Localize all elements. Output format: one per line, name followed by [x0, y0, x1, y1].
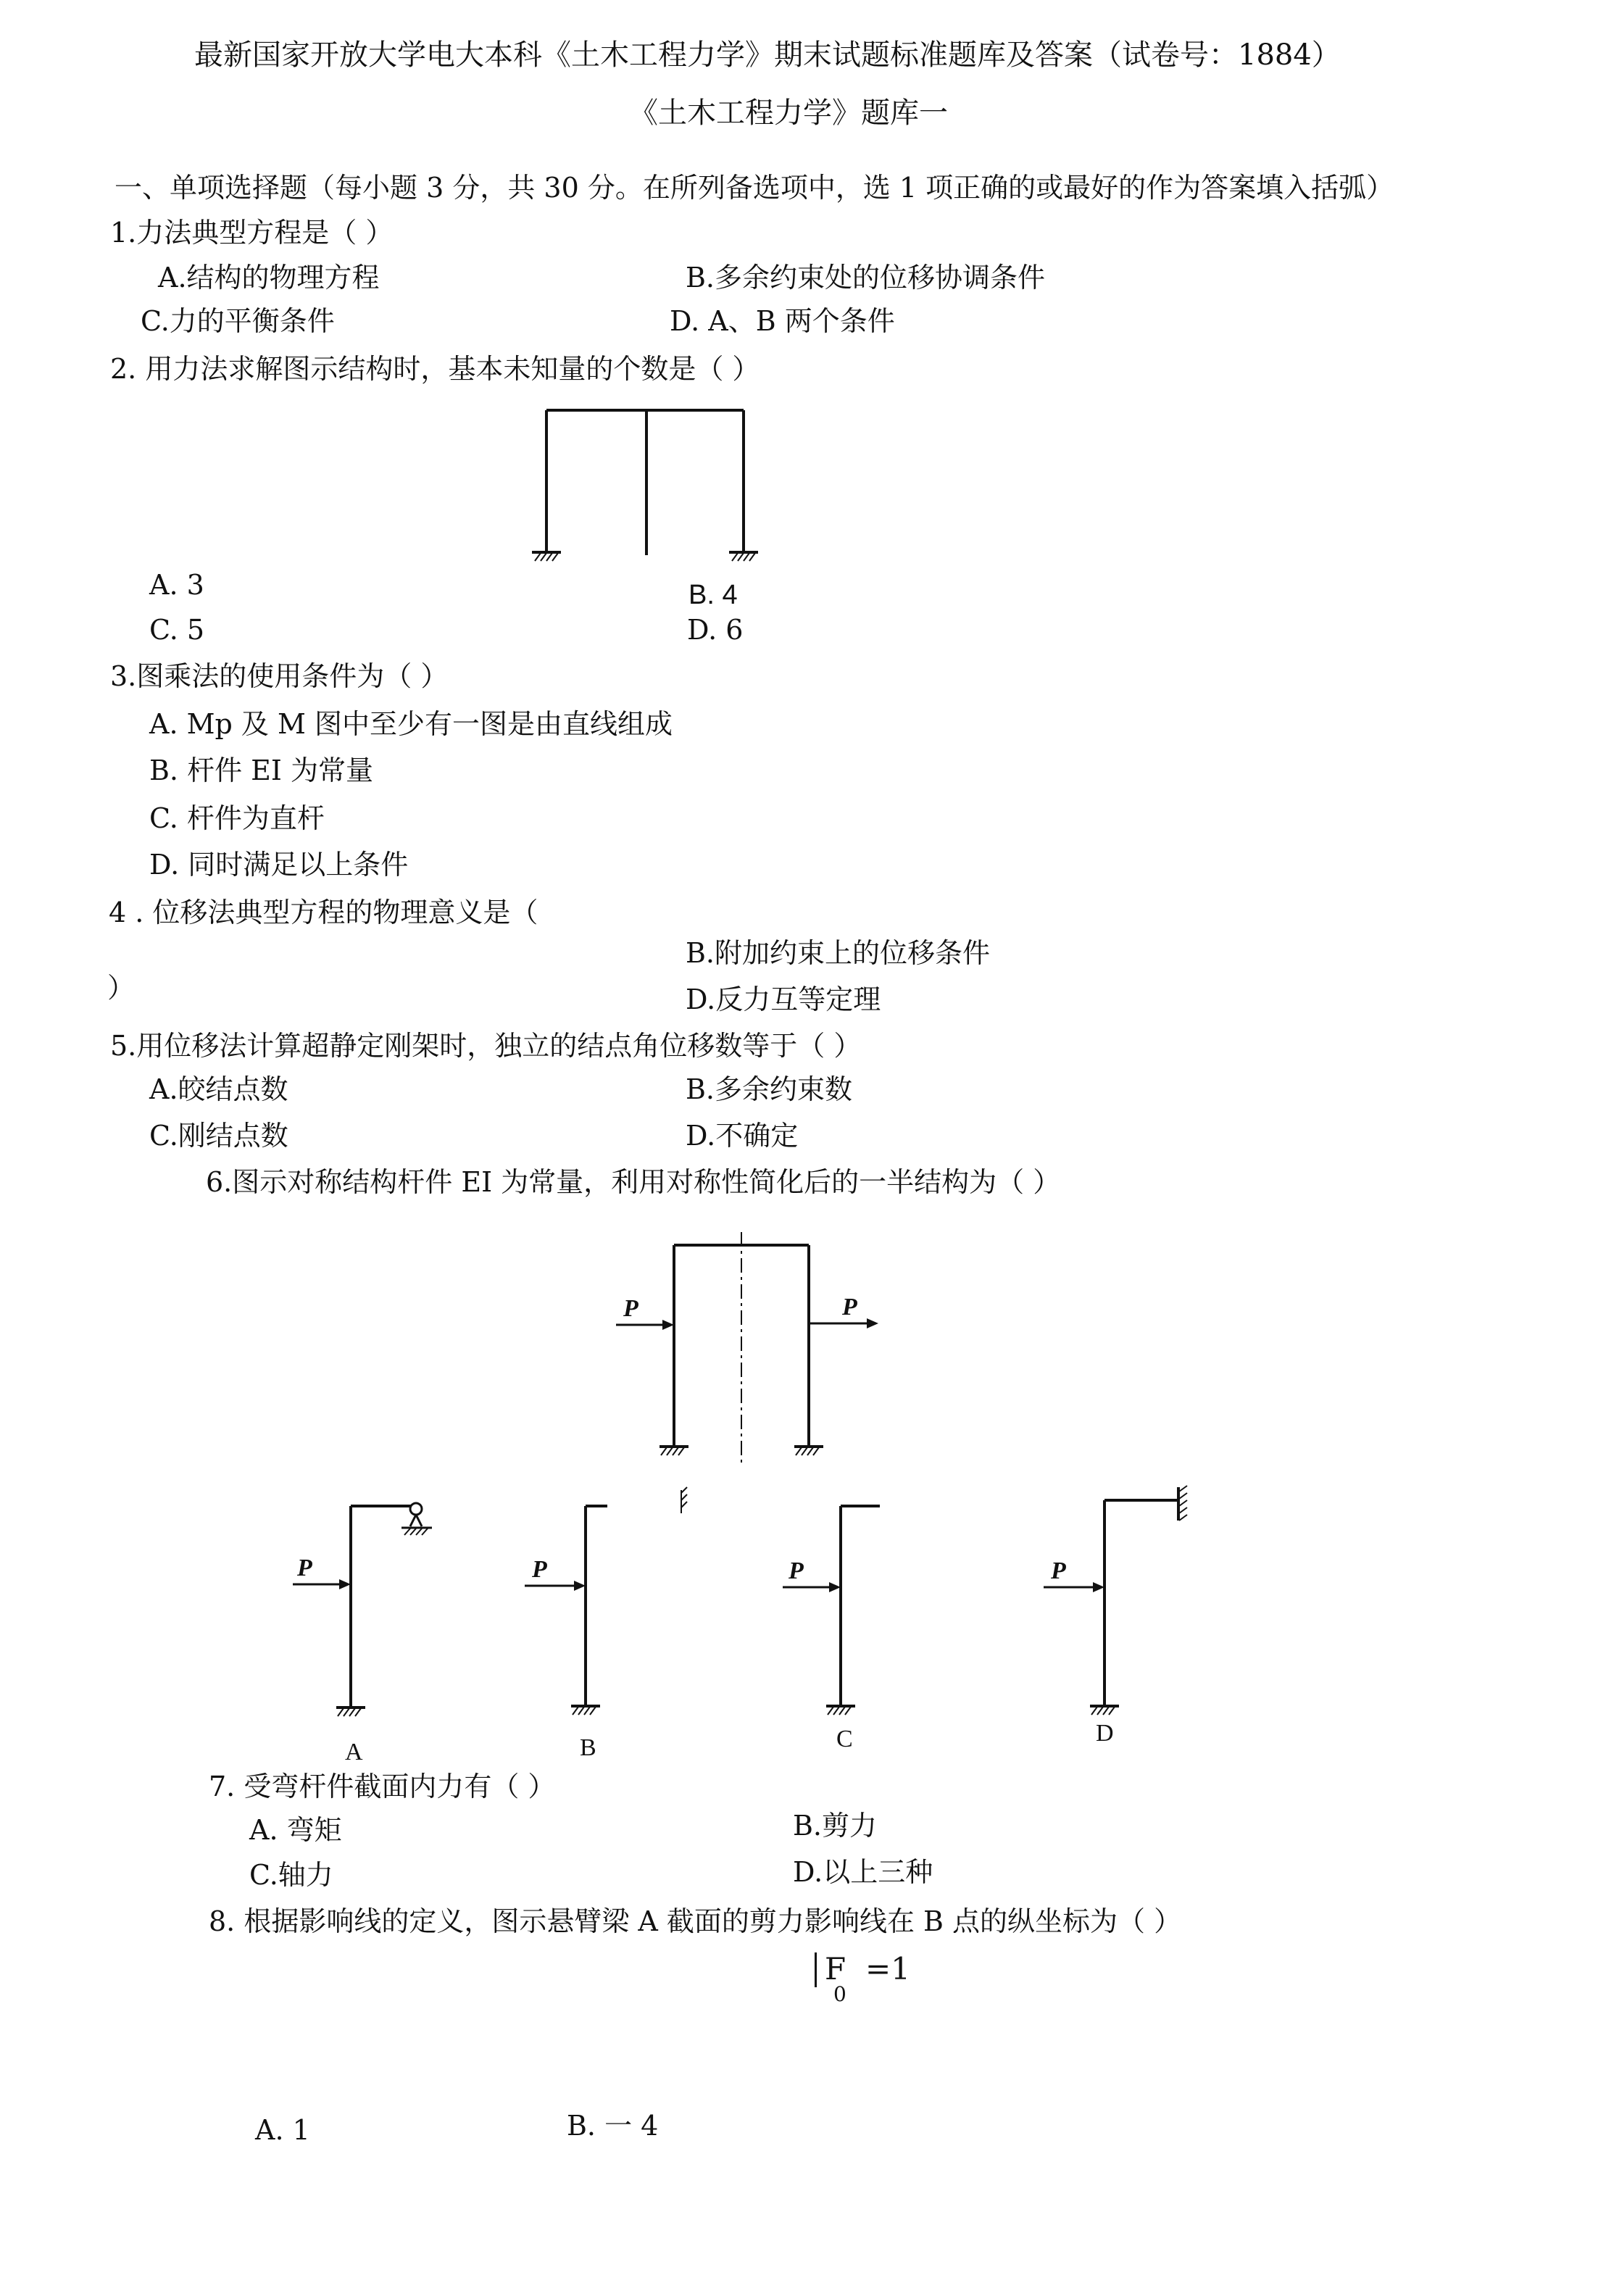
q6-stem: 6.图示对称结构杆件 EI 为常量，利用对称性简化后的一半结构为（ ）	[206, 1166, 1061, 1198]
q1-option-a: A.结构的物理方程	[158, 262, 380, 294]
q5-option-a: A.皎结点数	[149, 1073, 288, 1105]
q6-load-left: P	[623, 1295, 638, 1322]
q3-option-a: A. Mp 及 M 图中至少有一图是由直线组成	[149, 708, 673, 740]
q1-option-c: C.力的平衡条件	[141, 305, 335, 337]
q3-option-d: D. 同时满足以上条件	[149, 849, 409, 881]
q3-stem: 3.图乘法的使用条件为（ ）	[110, 660, 449, 692]
q6-option-c-load: P	[789, 1557, 804, 1584]
q7-option-b: B.剪力	[793, 1810, 878, 1842]
q5-option-d: D.不确定	[686, 1120, 799, 1152]
q1-stem: 1.力法典型方程是（ ）	[110, 217, 394, 249]
q8-formula	[815, 1950, 916, 2015]
q4-option-d: D.反力互等定理	[686, 983, 881, 1015]
q8-option-b: B. 一 4	[567, 2110, 659, 2142]
section-heading: 一、单项选择题（每小题 3 分，共 30 分。在所列备选项中，选 1 项正确的或最好的作为答案填入括弧）	[115, 172, 1394, 204]
q7-option-c: C.轴力	[249, 1859, 333, 1891]
q2-option-d: D. 6	[687, 614, 744, 646]
q2-option-b: B. 4	[688, 580, 738, 610]
q6-option-a-label: A	[345, 1739, 363, 1765]
q6-load-right: P	[842, 1294, 857, 1320]
page-title: 最新国家开放大学电大本科《土木工程力学》期末试题标准题库及答案（试卷号：1884）	[194, 38, 1341, 72]
q4-stem: 4 . 位移法典型方程的物理意义是（	[109, 897, 538, 928]
q6-option-b-load: P	[532, 1556, 547, 1583]
q5-option-c: C.刚结点数	[149, 1120, 288, 1152]
q1-option-b: B.多余约束处的位移协调条件	[686, 262, 1046, 294]
q3-option-c: C. 杆件为直杆	[149, 802, 325, 834]
q2-option-a: A. 3	[149, 569, 204, 601]
q7-option-a: A. 弯矩	[249, 1814, 342, 1846]
page-subtitle: 《土木工程力学》题库一	[629, 96, 948, 130]
q8-formula-f: F	[825, 1951, 846, 1987]
q6-option-b-label: B	[580, 1734, 596, 1761]
q6-option-c-diagram	[775, 1493, 920, 1761]
q8-option-a: A. 1	[255, 2114, 310, 2146]
q6-symmetric-frame	[609, 1232, 899, 1515]
q2-option-c: C. 5	[149, 614, 205, 646]
q6-option-d-diagram	[1029, 1486, 1203, 1761]
q8-stem: 8. 根据影响线的定义，图示悬臂梁 A 截面的剪力影响线在 B 点的纵坐标为（ ）	[209, 1905, 1182, 1937]
q7-stem: 7. 受弯杆件截面内力有（ ）	[209, 1771, 556, 1802]
q1-option-d: D. A、B 两个条件	[670, 305, 895, 337]
q6-option-d-label: D	[1096, 1720, 1114, 1747]
q4-option-b: B.附加约束上的位移条件	[686, 937, 991, 969]
q6-option-c-label: C	[836, 1726, 853, 1752]
q8-formula-eq: =1	[865, 1951, 910, 1987]
q5-stem: 5.用位移法计算超静定刚架时，独立的结点角位移数等于（ ）	[110, 1030, 862, 1062]
q6-option-b-diagram	[522, 1493, 667, 1768]
q4-stem-end: ）	[107, 972, 136, 1004]
q6-option-a-load: P	[297, 1555, 312, 1581]
q3-option-b: B. 杆件 EI 为常量	[149, 754, 373, 786]
q6-option-d-load: P	[1051, 1557, 1066, 1584]
q7-option-d: D.以上三种	[793, 1856, 933, 1888]
q2-stem: 2. 用力法求解图示结构时，基本未知量的个数是（ ）	[110, 353, 760, 385]
q5-option-b: B.多余约束数	[686, 1073, 853, 1105]
q2-frame-diagram	[522, 403, 768, 570]
q8-formula-sub: 0	[833, 1982, 846, 2006]
q6-option-a-diagram	[290, 1493, 464, 1768]
